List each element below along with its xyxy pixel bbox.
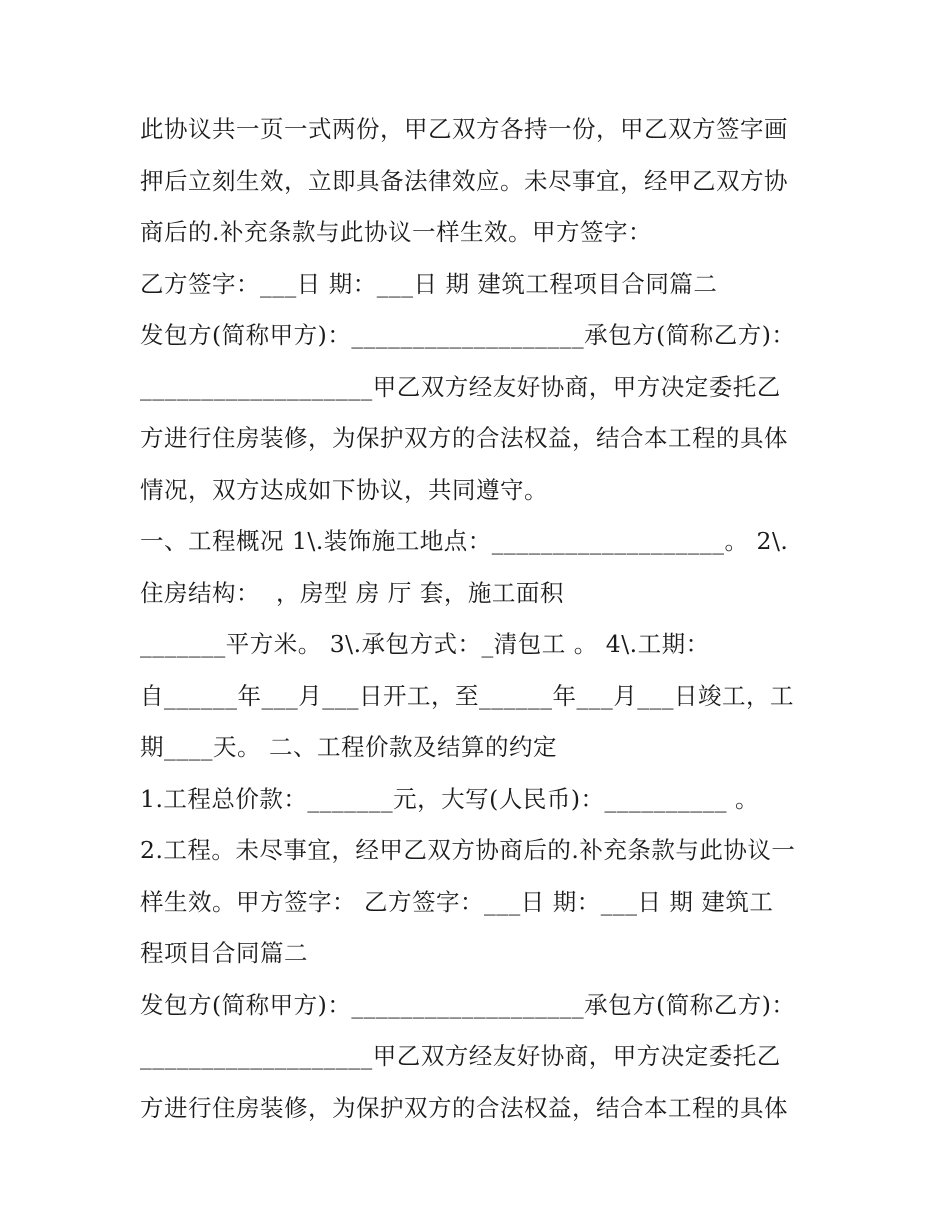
text-line: 期____天。 二、工程价款及结算的约定 [140, 733, 557, 761]
text-line: 方进行住房装修，为保护双方的合法权益，结合本工程的具体 [140, 424, 788, 452]
text-line: 商后的.补充条款与此协议一样生效。甲方签字： [140, 218, 652, 246]
text-line: _______平方米。 3\.承包方式：_清包工 。 4\.工期： [140, 630, 710, 658]
text-line: 一、工程概况 1\.装饰施工地点：___________________。 2\. [140, 527, 789, 555]
text-line: 自______年___月___日开工，至______年___月___日竣工，工 [140, 681, 794, 710]
text-line: 方进行住房装修，为保护双方的合法权益，结合本工程的具体 [140, 1093, 788, 1122]
text-line: 1.工程总价款：_______元，大写(人民币)：__________ 。 [140, 784, 759, 813]
text-line: 2.工程。未尽事宜，经甲乙双方协商后的.补充条款与此协议一 [140, 836, 796, 864]
text-line: 发包方(简称甲方)：___________________承包方(简称乙方)： [140, 321, 796, 349]
text-line: 发包方(简称甲方)：___________________承包方(简称乙方)： [140, 990, 796, 1019]
document-body [140, 104, 820, 1134]
text-line: ___________________甲乙双方经友好协商，甲方决定委托乙 [140, 1042, 781, 1070]
text-line: 程项目合同篇二 [140, 939, 308, 967]
text-line: 情况，双方达成如下协议，共同遵守。 [140, 475, 548, 504]
text-line: 样生效。甲方签字： 乙方签字：___日 期：___日 期 建筑工 [140, 887, 774, 916]
text-line: 乙方签字：___日 期：___日 期 建筑工程项目合同篇二 [140, 269, 718, 298]
text-line: 押后立刻生效，立即具备法律效应。未尽事宜，经甲乙双方协 [140, 166, 788, 195]
text-line: ___________________甲乙双方经友好协商，甲方决定委托乙 [140, 372, 781, 401]
text-line: 此协议共一页一式两份，甲乙双方各持一份，甲乙双方签字画 [140, 115, 788, 143]
text-line: 住房结构： ，房型 房 厅 套，施工面积 [140, 578, 564, 607]
